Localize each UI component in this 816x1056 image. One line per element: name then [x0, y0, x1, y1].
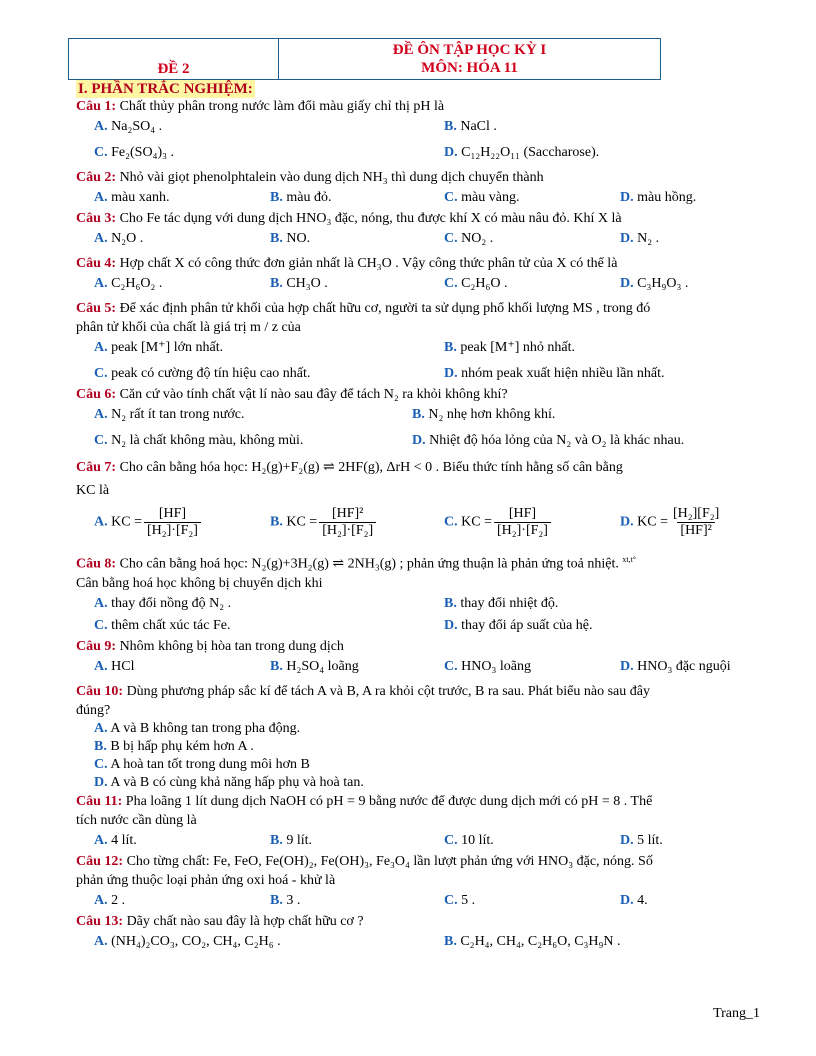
option-key: C.: [94, 617, 108, 633]
option-text: peak [M⁺] lớn nhất.: [111, 340, 224, 355]
option-text: 4 lít.: [111, 832, 137, 848]
option-key: D.: [412, 433, 426, 448]
option-text: HNO₃ loãng: [461, 658, 531, 674]
option-b[interactable]: [270, 189, 331, 207]
options-row: [76, 116, 756, 142]
option-text: NO.: [286, 231, 311, 246]
option-text: màu hồng.: [637, 190, 697, 205]
fraction: [494, 506, 551, 539]
option-text: HNO₃ đặc nguội: [637, 658, 731, 674]
question-label: Câu 13:: [76, 913, 124, 929]
option-text: NO₂ .: [461, 231, 494, 246]
option-d[interactable]: [620, 892, 648, 910]
question-text: Nhỏ vài giọt phenolphtalein vào dung dịch NH₃ thì dung dịch chuyển thành: [119, 170, 544, 185]
option-a[interactable]: [94, 595, 231, 613]
option-text: C₃H₉O₃ .: [637, 276, 689, 291]
option-text: H₂SO₄ loãng: [286, 658, 359, 674]
question-6: [76, 385, 756, 404]
option-key: A.: [94, 720, 108, 736]
question-text-cont: đúng?: [76, 702, 111, 718]
question-1: [76, 97, 756, 116]
question-text: Chất thủy phân trong nước làm đổi màu giấy chỉ thị pH là: [119, 99, 445, 114]
option-key: B.: [444, 119, 457, 134]
option-a[interactable]: [94, 658, 134, 676]
option-d[interactable]: [444, 144, 599, 162]
option-key: A.: [94, 276, 108, 291]
option-key: B.: [270, 658, 283, 674]
options-row: [76, 615, 756, 637]
option-key: D.: [620, 892, 634, 908]
exam-subject: MÔN: HÓA 11: [421, 60, 518, 76]
option-key: C.: [444, 190, 458, 205]
option-key: C.: [94, 433, 108, 448]
option-d[interactable]: [620, 506, 722, 539]
option-text: A hoà tan tốt trong dung môi hơn B: [110, 756, 310, 772]
question-label: Câu 3:: [76, 211, 117, 226]
question-label: Câu 6:: [76, 387, 117, 402]
option-b[interactable]: [412, 406, 555, 424]
option-text: C₂H₆O₂ .: [111, 276, 163, 291]
option-text: HCl: [111, 658, 135, 674]
option-text: 5 .: [461, 892, 476, 908]
fraction: [319, 506, 376, 539]
option-key: D.: [620, 276, 634, 291]
question-label: Câu 7:: [76, 460, 117, 475]
question-text: Căn cứ vào tính chất vật lí nào sau đây để tách N₂ ra khỏi không khí?: [119, 387, 508, 402]
option-c[interactable]: [444, 189, 519, 207]
option-text: Fe₂(SO₄)₃ .: [111, 145, 174, 160]
option-d[interactable]: [620, 189, 696, 207]
option-text: B bị hấp phụ kém hơn A .: [110, 738, 254, 754]
denominator: [H₂]·[F₂]: [319, 522, 376, 539]
option-text: màu đỏ.: [286, 190, 332, 205]
reaction-condition: xt,t°: [622, 555, 636, 564]
option-text: CH₃O .: [286, 276, 328, 291]
option-a[interactable]: [94, 189, 169, 207]
question-text-cont: phân tử khối của chất là giá trị m / z của: [76, 320, 301, 335]
option-key: D.: [444, 617, 458, 633]
option-key: C.: [94, 145, 108, 160]
option-b[interactable]: [444, 933, 621, 951]
option-key: D.: [94, 774, 108, 790]
denominator: [H₂]·[F₂]: [144, 522, 201, 539]
fraction: [144, 506, 201, 539]
options-row: [76, 593, 756, 615]
option-key: A.: [94, 832, 108, 848]
options-row: [76, 404, 756, 430]
option-text: C₂H₄, CH₄, C₂H₆O, C₃H₉N .: [460, 933, 621, 949]
option-c[interactable]: [444, 832, 494, 850]
option-b[interactable]: [444, 339, 575, 357]
option-c[interactable]: [444, 892, 475, 910]
question-label: Câu 4:: [76, 256, 117, 271]
section-title: I. PHẦN TRẮC NGHIỆM:: [78, 81, 253, 97]
option-c[interactable]: [94, 617, 230, 635]
option-d[interactable]: [620, 275, 688, 293]
option-key: C.: [94, 756, 108, 772]
question-label: Câu 2:: [76, 170, 117, 185]
option-key: C.: [444, 892, 458, 908]
option-c[interactable]: [444, 658, 531, 676]
option-a[interactable]: [94, 230, 143, 248]
question-text-cont: phản ứng thuộc loại phản ứng oxi hoá - khử là: [76, 872, 336, 888]
question-text-cont: tích nước cần dùng là: [76, 812, 197, 828]
question-label: Câu 9:: [76, 638, 117, 654]
option-d[interactable]: [444, 617, 593, 635]
option-text: 2 .: [111, 892, 126, 908]
option-a[interactable]: [94, 892, 125, 910]
option-key: D.: [444, 145, 458, 160]
option-text: N₂ .: [637, 231, 660, 246]
options-row: [76, 890, 756, 912]
question-label: Câu 10:: [76, 683, 124, 699]
option-b[interactable]: [270, 275, 328, 293]
option-a[interactable]: [94, 275, 162, 293]
option-text: thay đổi nồng độ N₂ .: [111, 595, 232, 611]
option-text: KC =: [461, 514, 492, 530]
question-text: Dãy chất nào sau đây là hợp chất hữu cơ ?: [126, 913, 364, 929]
option-b[interactable]: [270, 832, 312, 850]
option-c[interactable]: [94, 144, 174, 162]
question-text: Dùng phương pháp sắc kí để tách A và B, A ra khỏi cột trước, B ra sau. Phát biểu nào sau đây: [126, 683, 650, 699]
exam-code: ĐỀ 2: [157, 61, 190, 77]
option-key: B.: [270, 190, 283, 205]
option-text: N₂ nhẹ hơn không khí.: [428, 407, 556, 422]
question-text: Cho Fe tác dụng với dung dịch HNO₃ đặc, nóng, thu được khí X có màu nâu đỏ. Khí X là: [119, 211, 622, 226]
option-key: B.: [412, 407, 425, 422]
question-label: Câu 12:: [76, 853, 124, 869]
option-a[interactable]: [94, 339, 223, 357]
question-4: [76, 254, 756, 273]
option-d[interactable]: [412, 432, 684, 450]
option-text: màu xanh.: [111, 190, 170, 205]
question-2: [76, 168, 756, 187]
options-row: [76, 931, 756, 957]
options-row: [76, 363, 756, 385]
option-key: D.: [620, 190, 634, 205]
option-key: A.: [94, 933, 108, 949]
numerator: [HF]: [158, 506, 187, 521]
option-text: peak có cường độ tín hiệu cao nhất.: [111, 366, 311, 381]
option-key: A.: [94, 514, 108, 530]
numerator: [HF]: [508, 506, 537, 521]
option-text: 5 lít.: [637, 832, 663, 848]
option-a[interactable]: [94, 933, 281, 951]
options-row: [76, 337, 756, 363]
option-key: A.: [94, 119, 108, 134]
option-key: C.: [444, 832, 458, 848]
page-number: Trang_1: [713, 1006, 760, 1021]
question-text: Cho từng chất: Fe, FeO, Fe(OH)₂, Fe(OH)₃, Fe₃O₄ lần lượt phản ứng với HNO₃ đặc, nóng. Số: [126, 853, 653, 869]
option-c[interactable]: [444, 275, 507, 293]
options-row: [76, 830, 756, 852]
option-text: N₂O .: [111, 231, 144, 246]
option-text: thay đổi nhiệt độ.: [460, 595, 559, 611]
option-text: 10 lít.: [461, 832, 494, 848]
option-d[interactable]: [444, 365, 664, 383]
option-a[interactable]: [94, 506, 201, 539]
option-text: thay đổi áp suất của hệ.: [461, 617, 593, 633]
option-d[interactable]: [76, 774, 756, 792]
option-b[interactable]: [270, 892, 300, 910]
exam-header: [68, 38, 661, 80]
question-5: [76, 299, 756, 318]
option-b[interactable]: [444, 595, 558, 613]
option-key: B.: [270, 231, 283, 246]
option-a[interactable]: [94, 406, 245, 424]
option-c[interactable]: [76, 756, 756, 774]
header-title-cell: [279, 39, 660, 79]
option-text: peak [M⁺] nhỏ nhất.: [460, 340, 576, 355]
exam-title: ĐỀ ÔN TẬP HỌC KỲ I: [392, 42, 547, 58]
option-b[interactable]: [270, 506, 376, 539]
question-label: Câu 1:: [76, 99, 117, 114]
option-text: NaCl .: [460, 119, 497, 134]
option-d[interactable]: [620, 832, 663, 850]
question-list: [76, 97, 756, 957]
option-key: C.: [444, 514, 458, 530]
denominator: [HF]²: [677, 522, 714, 539]
fraction: [670, 506, 722, 539]
question-text: Pha loãng 1 lít dung dịch NaOH có pH = 9 bằng nước để được dung dịch mới có pH = 8 . Thể: [125, 793, 653, 809]
question-label: Câu 8:: [76, 556, 117, 572]
option-c[interactable]: [444, 506, 551, 539]
option-text: A và B có cùng khả năng hấp phụ và hoà tan.: [110, 774, 364, 790]
options-row: [76, 273, 756, 299]
option-text: 4.: [637, 892, 648, 908]
option-text: C₂H₆O .: [461, 276, 508, 291]
option-text: Nhiệt độ hóa lỏng của N₂ và O₂ là khác nhau.: [429, 433, 685, 448]
option-d[interactable]: [620, 230, 659, 248]
question-text: Cho cân bằng hóa học: H₂(g)+F₂(g) ⇌ 2HF(g), ΔrH < 0 . Biểu thức tính hằng số cân bằng: [119, 460, 623, 475]
option-key: A.: [94, 595, 108, 611]
question-text: Hợp chất X có công thức đơn giản nhất là CH₃O . Vậy công thức phân tử của X có thể là: [119, 256, 618, 271]
option-c[interactable]: [94, 432, 303, 450]
option-key: C.: [444, 658, 458, 674]
option-a[interactable]: [94, 832, 137, 850]
option-key: C.: [444, 231, 458, 246]
option-text: N₂ là chất không màu, không mùi.: [111, 433, 304, 448]
option-key: A.: [94, 190, 108, 205]
option-key: A.: [94, 231, 108, 246]
option-key: D.: [620, 231, 634, 246]
option-key: A.: [94, 658, 108, 674]
question-label: Câu 5:: [76, 301, 117, 316]
options-row: [76, 142, 756, 168]
option-text: (NH₄)₂CO₃, CO₂, CH₄, C₂H₆ .: [111, 933, 281, 949]
denominator: [H₂]·[F₂]: [494, 522, 551, 539]
option-key: B.: [270, 276, 283, 291]
option-key: C.: [94, 366, 108, 381]
question-10: [76, 682, 756, 701]
question-text-cont: KC là: [76, 483, 110, 498]
option-key: D.: [620, 514, 634, 530]
option-key: D.: [620, 658, 634, 674]
header-code-cell: [69, 39, 279, 79]
options-row: [76, 656, 756, 682]
question-11: [76, 792, 756, 811]
option-text: A và B không tan trong pha động.: [110, 720, 301, 736]
question-text-cont: Cân bằng hoá học không bị chuyển dịch khi: [76, 575, 323, 591]
option-key: A.: [94, 407, 108, 422]
option-text: 9 lít.: [286, 832, 313, 848]
option-key: D.: [444, 366, 458, 381]
option-key: A.: [94, 340, 108, 355]
option-d[interactable]: [620, 658, 731, 676]
question-9: [76, 637, 756, 656]
option-text: C₁₂H₂₂O₁₁ (Saccharose).: [461, 145, 600, 160]
options-row: [76, 187, 756, 209]
options-row: [76, 430, 756, 456]
option-c[interactable]: [444, 230, 493, 248]
option-text: Na₂SO₄ .: [111, 119, 163, 134]
option-text: nhóm peak xuất hiện nhiều lần nhất.: [461, 366, 665, 381]
numerator: [HF]²: [331, 506, 364, 521]
question-text: Để xác định phân tử khối của hợp chất hữu cơ, người ta sử dụng phổ khối lượng MS , trong đó: [119, 301, 651, 316]
question-13: [76, 912, 756, 931]
numerator: [H₂][F₂]: [672, 506, 720, 521]
option-b[interactable]: [270, 230, 310, 248]
option-key: B.: [94, 738, 107, 754]
option-key: A.: [94, 892, 108, 908]
option-key: B.: [444, 340, 457, 355]
question-label: Câu 11:: [76, 793, 123, 809]
question-3: [76, 209, 756, 228]
option-text: N₂ rất ít tan trong nước.: [111, 407, 245, 422]
option-key: B.: [270, 892, 283, 908]
option-key: B.: [270, 514, 283, 530]
option-key: D.: [620, 832, 634, 848]
option-a[interactable]: [76, 720, 756, 738]
option-text: KC =: [286, 514, 318, 530]
question-7: [76, 458, 756, 477]
question-text: Cho cân bằng hoá học: N₂(g)+3H₂(g) ⇌ 2NH₃(g) ; phản ứng thuận là phản ứng toả nhiệt.: [119, 556, 619, 572]
option-text: 3 .: [286, 892, 301, 908]
option-text: thêm chất xúc tác Fe.: [111, 617, 231, 633]
option-b[interactable]: [270, 658, 359, 676]
option-key: B.: [444, 595, 457, 611]
option-key: B.: [270, 832, 283, 848]
options-row: [76, 500, 756, 544]
question-12: [76, 852, 756, 871]
option-text: màu vàng.: [461, 190, 520, 205]
question-text: Nhôm không bị hòa tan trong dung dịch: [119, 638, 344, 654]
option-a[interactable]: [94, 118, 162, 136]
option-b[interactable]: [76, 738, 756, 756]
option-text: KC =: [111, 514, 142, 530]
option-c[interactable]: [94, 365, 310, 383]
options-row: [76, 228, 756, 254]
option-key: C.: [444, 276, 458, 291]
option-b[interactable]: [444, 118, 497, 136]
option-key: B.: [444, 933, 457, 949]
option-text: KC =: [637, 514, 668, 530]
question-8: [76, 550, 756, 574]
